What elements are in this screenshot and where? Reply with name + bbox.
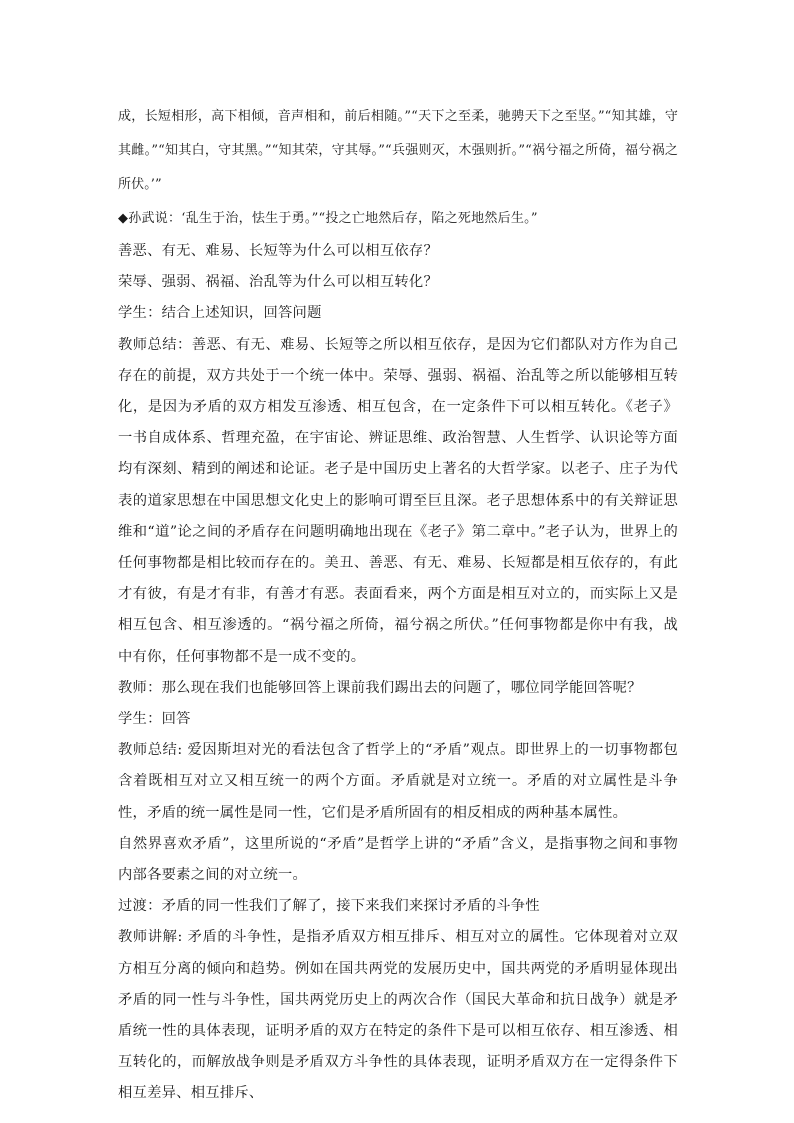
- teacher-summary-paragraph: 教师总结：善恶、有无、难易、长短等之所以相互依存，是因为它们都队对方作为自己存在的前提，双方共处于一个统一体中。荣辱、强弱、祸福、治乱等之所以能够相互转化，是因为矛盾的双方相发互渗透、相互包含，在一定条件下可以相互转化。《老子》一书自成体系、哲理充盈，在宇宙论、辨证思维、政治智慧、人生哲学、认识论等方面均有深刻、精到的阐述和论证。老子是中国历史上著名的大哲学家。以老子、庄子为代表的道家思想在中国思想文化史上的影响可谓至巨且深。老子思想体系中的有关辩证思维和“道”论之间的矛盾存在问题明确地出现在《老子》第二章中。”老子认为，世界上的任何事物都是相比较而存在的。美丑、善恶、有无、难易、长短都是相互依存的，有此才有彼，有是才有非，有善才有恶。表面看来，两个方面是相互对立的，而实际上又是相互包含、相互渗透的。“祸兮福之所倚，福兮祸之所伏。”任何事物都是你中有我，战中有你，任何事物都不是一成不变的。: [118, 336, 678, 665]
- student-reply: 学生：回答: [118, 711, 191, 728]
- student-answer-instruction: 学生：结合上述知识，回答问题: [118, 305, 322, 322]
- nature-contradiction-paragraph: 自然界喜欢矛盾”，这里所说的“矛盾”是哲学上讲的“矛盾”含义，是指事物之间和事物内部各要素之间的对立统一。: [118, 835, 678, 884]
- teacher-question: 教师：那么现在我们也能够回答上课前我们踢出去的问题了，哪位同学能回答呢？: [118, 679, 642, 696]
- document-page: [118, 100, 678, 1110]
- sunwu-quote-paragraph: [118, 202, 678, 236]
- question-transformation: 荣辱、强弱、祸福、治乱等为什么可以相互转化？: [118, 274, 439, 291]
- teacher-explanation-struggle: 教师讲解: 矛盾的斗争性，是指矛盾双方相互排斥、相互对立的属性。它体现着对立双方相互分离的倾向和趋势。例如在国共两党的发展历史中，国共两党的矛盾明显体现出矛盾的同一性与斗争性，国共两党历史上的两次合作（国民大革命和抗日战争）就是矛盾统一性的具体表现，证明矛盾的双方在特定的条件下是可以相互依存、相互渗透、相互转化的，而解放战争则是矛盾双方斗争性的具体表现，证明矛盾双方在一定得条件下相互差异、相互排斥、: [118, 929, 678, 1102]
- teacher-summary-einstein: 教师总结: 爱因斯坦对光的看法包含了哲学上的“矛盾”观点。即世界上的一切事物都包含着既相互对立又相互统一的两个方面。矛盾就是对立统一。矛盾的对立属性是斗争性，矛盾的统一属性是同一性，它们是矛盾所固有的相反相成的两种基本属性。: [118, 742, 678, 821]
- diamond-bullet-icon: ◆: [118, 211, 129, 226]
- transition-paragraph: 过渡：矛盾的同一性我们了解了，接下来我们来探讨矛盾的斗争性: [118, 898, 540, 915]
- question-interdependence: 善恶、有无、难易、长短等为什么可以相互依存？: [118, 243, 439, 259]
- sunwu-quote-text: 孙武说：‘乱生于治，怯生于勇。”“投之亡地然后存，陷之死地然后生。”: [128, 211, 538, 226]
- laozi-quotes-paragraph: 成，长短相形，高下相倾，音声相和，前后相随。”“天下之至柔，驰骋天下之至坚。”“知其雄，守其雌。”“知其白，守其黑。”“知其荣，守其辱。”“兵强则灭，木强则折。”“祸兮福之所倚，福兮祸之所伏。’”: [118, 109, 678, 192]
